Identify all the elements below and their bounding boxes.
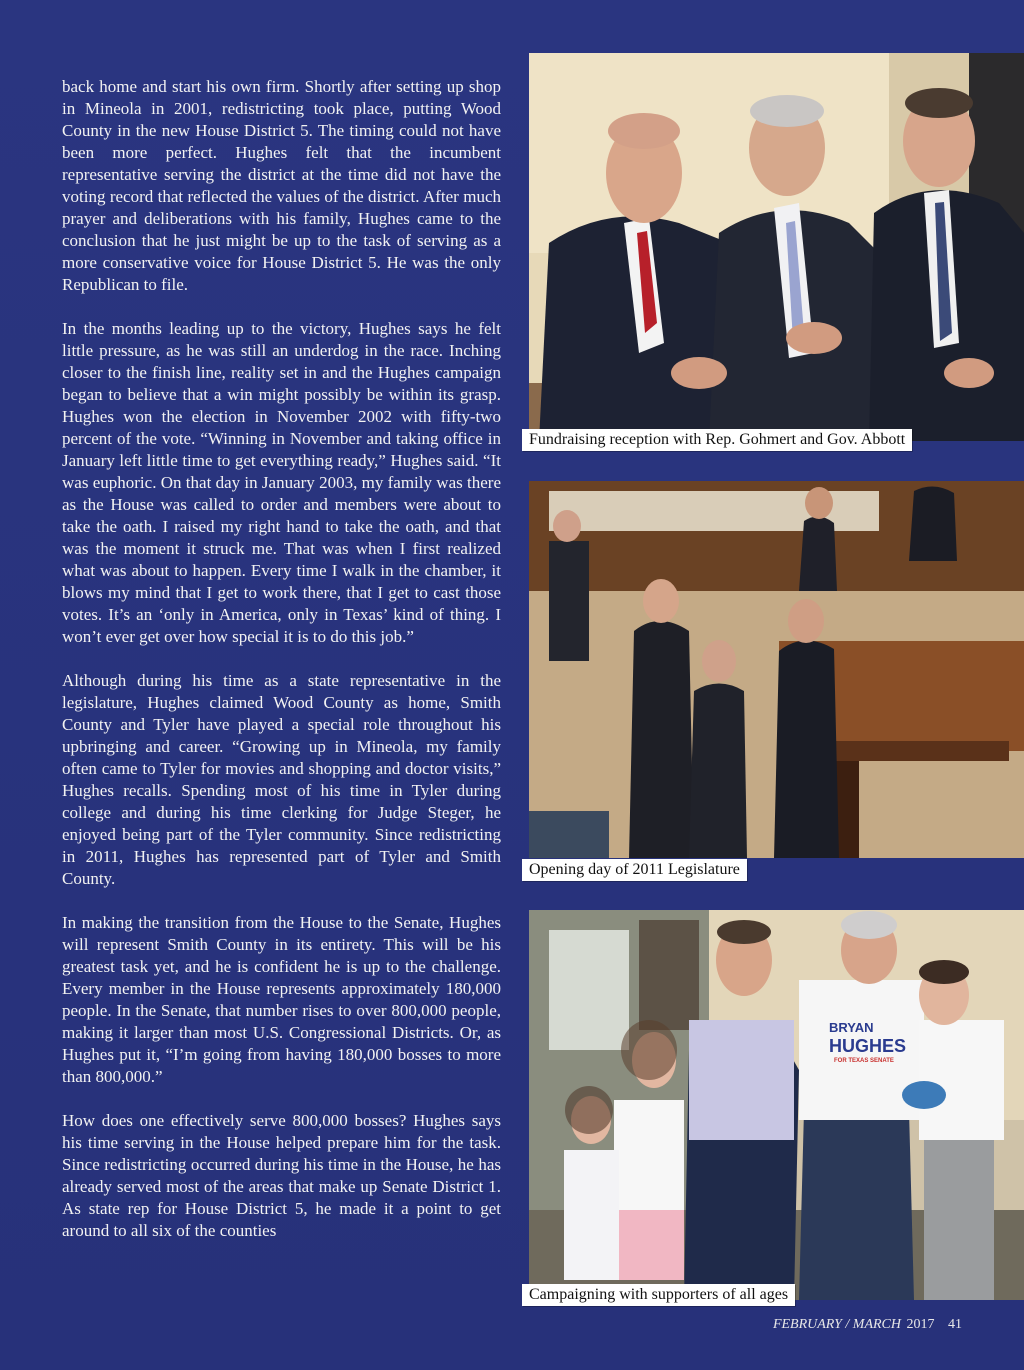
- page-footer: [773, 1317, 962, 1333]
- article-paragraph: Although during his time as a state representative in the legislature, Hughes claimed Wood County as home, Smith County and Tyler have played a special role throughout his upbringing and career. “Growing up in Mineola, my family often came to Tyler for movies and shopping and doctor visits,” Hughes recalls. Spending most of his time in Tyler during college and during his time clerking for Judge Steger, he enjoyed being part of the Tyler community. Since redistricting in 2011, Hughes has represented part of Tyler and Smith County.: [62, 671, 501, 888]
- shirt-text: HUGHES: [829, 1036, 907, 1056]
- photo-fundraising-reception: [529, 53, 1024, 441]
- article-paragraph: In making the transition from the House to the Senate, Hughes will represent Smith County in its entirety. This will be his greatest task yet, and he is confident he is up to the challenge. Every member in the House represents approximately 180,000 people. In the Senate, that number rises to over 800,000 people, making it larger than most U.S. Congressional Districts. Or, as Hughes put it, “I’m going from having 180,000 bosses to more than 800,000.”: [62, 913, 501, 1086]
- shirt-text: BRYAN: [829, 1020, 874, 1035]
- photo-caption: Fundraising reception with Rep. Gohmert and Gov. Abbott: [522, 429, 912, 451]
- shirt-text: FOR TEXAS SENATE: [834, 1058, 894, 1064]
- issue-label: FEBRUARY / MARCH: [772, 1317, 901, 1332]
- article-column: [62, 76, 501, 1264]
- photo-legislature-opening-day: [529, 481, 1024, 858]
- article-paragraph: back home and start his own firm. Shortly after setting up shop in Mineola in 2001, redistricting took place, putting Wood County in the new House District 5. The timing could not have been more perfect. Hughes felt that the incumbent representative serving the district at the time did not have the voting record that reflected the values of the district. After much prayer and deliberations with his family, Hughes came to the conclusion that he just might be up to the task of serving as a more conservative voice for House District 5. He was the only Republican to file.: [62, 77, 501, 294]
- photo-caption: Campaigning with supporters of all ages: [522, 1284, 795, 1306]
- article-paragraph: How does one effectively serve 800,000 bosses? Hughes says his time serving in the House helped prepare him for the task. Since redistricting occurred during his time in the House, he has already served most of the areas that make up Senate District 1. As state rep for House District 5, he made it a point to get around to all six of the counties: [62, 1111, 501, 1240]
- issue-year: 2017: [906, 1317, 935, 1332]
- page-number: 41: [948, 1317, 962, 1332]
- photo-caption: Opening day of 2011 Legislature: [522, 859, 747, 881]
- photo-campaigning-supporters: [529, 910, 1024, 1300]
- article-paragraph: In the months leading up to the victory, Hughes says he felt little pressure, as he was still an underdog in the race. Inching closer to the finish line, reality set in and the Hughes campaign began to believe that a win might possibly be within its grasp. Hughes won the election in November 2002 with fifty-two percent of the vote. “Winning in November and taking office in January left little time to get everything ready,” Hughes said. “It was euphoric. On that day in January 2003, my family was there as the House was called to order and members were about to take the oath. I raised my right hand to take the oath, and that was the moment it struck me. That was when I first realized what was about to happen. Every time I walk in the chamber, it blows my mind that I get to work there, that I get to cast those votes. It’s an ‘only in America, only in Texas’ kind of thing. I won’t ever get over how special it is to do this job.”: [62, 319, 501, 646]
